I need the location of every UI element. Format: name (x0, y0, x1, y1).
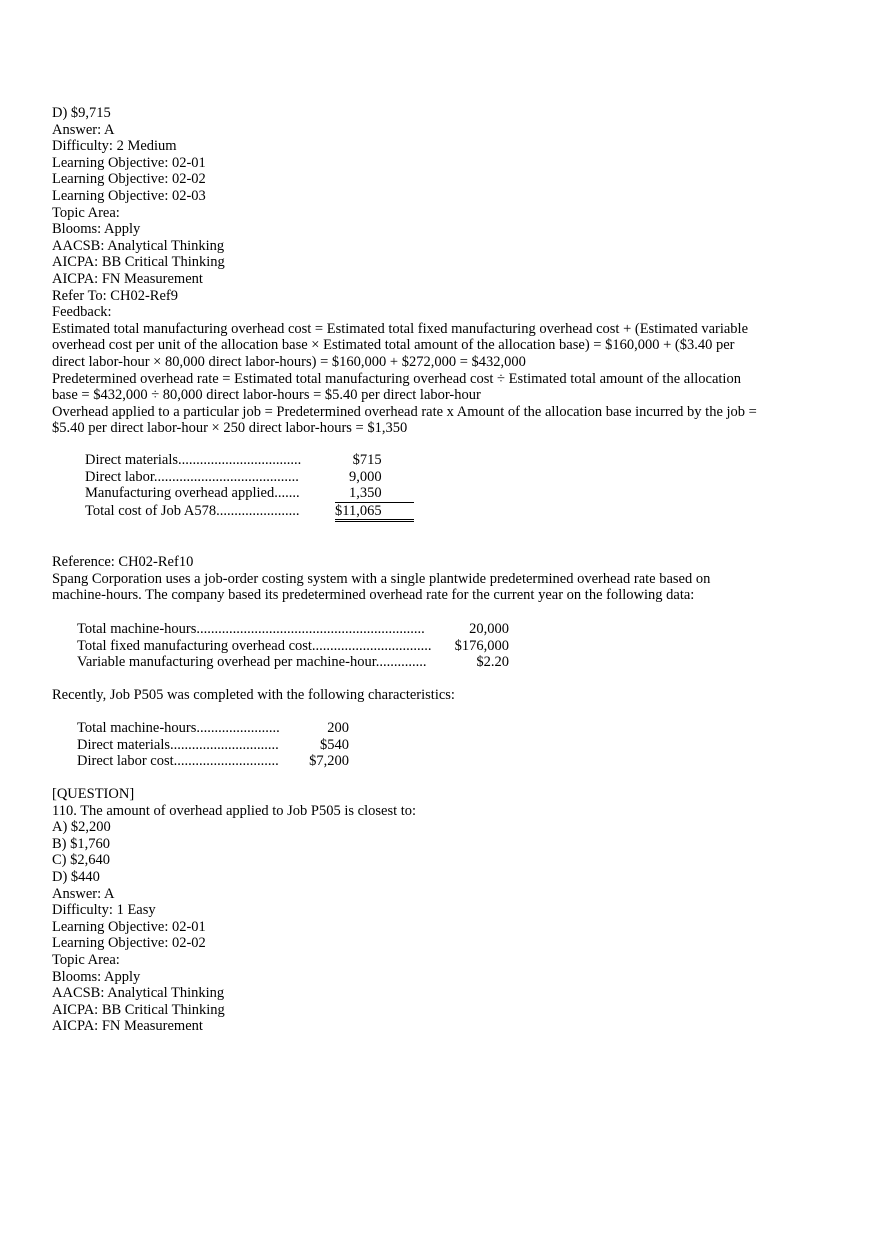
question-110 (52, 786, 772, 1035)
row-label: Total machine-hours....................... (77, 720, 280, 736)
topic-area: Topic Area: (52, 951, 120, 968)
row-label: Variable manufacturing overhead per machine-hour.............. (77, 654, 427, 671)
blooms: Blooms: Apply (52, 221, 141, 238)
answer: Answer: A (52, 885, 115, 902)
reference-intro: Spang Corporation uses a job-order costing system with a single plantwide predetermined overhead rate based on (52, 570, 711, 587)
row-value: $11,065 (335, 502, 382, 521)
learning-objective: Learning Objective: 02-02 (52, 171, 206, 188)
question-stem: 110. The amount of overhead applied to Job P505 is closest to: (52, 802, 417, 819)
feedback-text: Overhead applied to a particular job = Predetermined overhead rate x Amount of the allocation base incurred by the job = (52, 403, 757, 420)
option-b: B) $1,760 (52, 835, 110, 852)
learning-objective: Learning Objective: 02-01 (52, 154, 206, 171)
row-value: $715 (352, 452, 382, 468)
table-row (85, 485, 414, 502)
row-value: $176,000 (454, 637, 509, 654)
answer: Answer: A (52, 121, 115, 138)
table-row (77, 654, 509, 671)
row-value: 1,350 (335, 485, 382, 502)
table-row (77, 638, 509, 655)
option-a: A) $2,200 (52, 819, 111, 836)
table-row (85, 469, 414, 486)
row-value: $7,200 (309, 753, 349, 770)
difficulty: Difficulty: 2 Medium (52, 138, 177, 155)
row-label: Total fixed manufacturing overhead cost................................. (77, 637, 432, 654)
feedback-text: Estimated total manufacturing overhead cost = Estimated total fixed manufacturing overhead cost + (Estimated variable (52, 320, 749, 337)
aacsb: AACSB: Analytical Thinking (52, 237, 225, 254)
row-value: $2.20 (476, 654, 509, 671)
recent-line: Recently, Job P505 was completed with the following characteristics: (52, 687, 455, 703)
feedback-text: Predetermined overhead rate = Estimated total manufacturing overhead cost ÷ Estimated total amount of the allocation (52, 370, 741, 387)
row-value: 9,000 (348, 468, 382, 485)
row-value: 200 (327, 720, 349, 736)
job-p505-table (77, 720, 349, 770)
option-d: D) $9,715 (52, 105, 111, 121)
reference-label: Reference: CH02-Ref10 (52, 554, 194, 570)
feedback-text: overhead cost per unit of the allocation base × Estimated total amount of the allocation base) = $160,000 + ($3.40 per (52, 337, 735, 354)
learning-objective: Learning Objective: 02-02 (52, 935, 206, 952)
reference-intro: machine-hours. The company based its predetermined overhead rate for the current year on the following data: (52, 587, 695, 604)
table-row (77, 621, 509, 638)
table-row (77, 753, 349, 770)
topic-area: Topic Area: (52, 204, 120, 221)
table-row (77, 720, 349, 737)
refer-to: Refer To: CH02-Ref9 (52, 287, 178, 304)
blooms: Blooms: Apply (52, 968, 141, 985)
question-tag: [QUESTION] (52, 786, 135, 802)
feedback-text: direct labor-hour × 80,000 direct labor-hours) = $160,000 + $272,000 = $432,000 (52, 353, 526, 370)
feedback-text: base = $432,000 ÷ 80,000 direct labor-hours = $5.40 per direct labor-hour (52, 387, 481, 404)
feedback-text: $5.40 per direct labor-hour × 250 direct labor-hours = $1,350 (52, 420, 408, 437)
aicpa-fn: AICPA: FN Measurement (52, 270, 203, 287)
row-label: Manufacturing overhead applied....... (85, 485, 300, 502)
recent-line-block (52, 687, 772, 704)
aicpa-bb: AICPA: BB Critical Thinking (52, 254, 225, 271)
row-value: $540 (320, 736, 349, 753)
table-row (85, 452, 414, 469)
row-label: Direct materials.............................. (77, 736, 279, 753)
difficulty: Difficulty: 1 Easy (52, 902, 156, 919)
aicpa-bb: AICPA: BB Critical Thinking (52, 1001, 225, 1018)
row-label: Direct labor cost............................. (77, 753, 279, 770)
learning-objective: Learning Objective: 02-03 (52, 187, 206, 204)
aacsb: AACSB: Analytical Thinking (52, 985, 225, 1002)
option-c: C) $2,640 (52, 852, 110, 869)
aicpa-fn: AICPA: FN Measurement (52, 1018, 203, 1035)
job-cost-table (85, 452, 414, 522)
table-row (85, 502, 414, 521)
row-value: 20,000 (469, 621, 509, 637)
question-109-details (52, 105, 772, 437)
row-label: Direct labor........................................ (85, 468, 299, 485)
feedback-label: Feedback: (52, 304, 112, 321)
table-row (77, 737, 349, 754)
row-label: Total cost of Job A578....................... (85, 503, 300, 520)
learning-objective: Learning Objective: 02-01 (52, 918, 206, 935)
reference-block (52, 554, 772, 604)
row-label: Total machine-hours............................................................... (77, 621, 425, 637)
estimate-table (77, 621, 509, 671)
row-label: Direct materials.................................. (85, 452, 302, 468)
option-d: D) $440 (52, 868, 100, 885)
